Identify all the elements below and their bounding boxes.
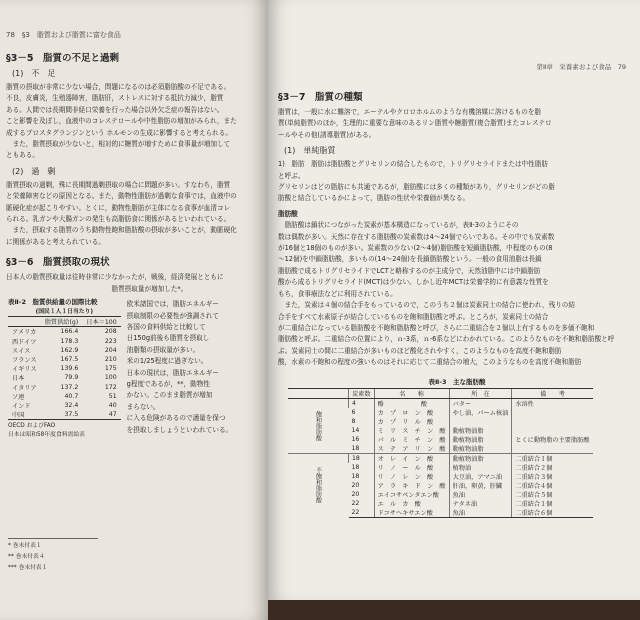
- text-line: に入る危険があるので適量を保つ: [126, 414, 226, 423]
- index-cell: 51: [108, 392, 117, 400]
- text-line: に関係があると考えられている。: [6, 237, 105, 246]
- text-line: また，炭素は４個の結合手をもっているので，このうち２個は炭素同士の結合に使われ，残りの結: [278, 301, 575, 310]
- country-cell: インド: [12, 402, 31, 410]
- table-header: [288, 388, 349, 398]
- remark-cell: とくに動物脂の主要脂肪酸: [512, 435, 593, 444]
- fat-text: [278, 159, 626, 205]
- group-label: 飽和脂肪酸: [314, 410, 322, 441]
- text-line: 不良，皮膚炎，生殖器障害，脂肪肝，ストレスに対する抵抗力減少，脂質: [6, 94, 224, 103]
- text-line: が二重結合になっている脂肪酸を不飽和脂肪酸と呼び，さらに二重結合を２個以上有するものを多価不飽和: [278, 323, 595, 332]
- group-label: 不飽和脂肪酸: [288, 453, 349, 517]
- text-line: 脂肪酸で成るトリグリセライドでLCTと略称するのが主成分で，天然油脂中には中鎖脂肪: [278, 266, 541, 275]
- table-header: 備 考: [512, 388, 593, 398]
- text-line: 日本の現状は，脂肪エネルギー: [126, 368, 219, 377]
- fat-supply-table: [8, 297, 121, 420]
- text-line: 油脂類の摂取量が多い。: [126, 345, 200, 354]
- text-line: 脂質摂取の過剰，殊に長期間過剰摂取の場合に問題が多い。すなわち，脂質: [6, 180, 231, 189]
- name-cell: リ ノ レ ン 酸: [374, 472, 449, 481]
- remark-cell: 二重結合２個: [512, 463, 593, 472]
- index-cell: 47: [82, 410, 120, 420]
- name-cell: カ プ ロ ン 酸: [374, 408, 449, 417]
- index-cell: 210: [104, 355, 117, 363]
- carbon-count-cell: 20: [351, 481, 360, 489]
- text-line: こと影響を及ぼし，血液中のコレステロールや中性脂肪の増加がみられ，また: [6, 117, 237, 126]
- source-cell: 魚油: [449, 508, 512, 518]
- table-caption: 表Ⅱ-2 脂質供給量の国際比較: [8, 298, 98, 307]
- carbon-count-cell: 22: [351, 499, 360, 507]
- left-running-head: 78 §3 脂質および脂質に富む食品: [6, 31, 121, 39]
- fat-supply-cell: 32.4: [64, 401, 79, 409]
- source-cell: 肝油，卵黄，肝臓: [449, 481, 512, 490]
- text-line: かない。このまま脂質が増加: [126, 391, 213, 400]
- subsection-deficiency: (1) 不 足: [12, 69, 56, 78]
- text-line: と呼ぶ。: [278, 171, 305, 180]
- table-caption: 表Ⅱ-3 主な脂肪酸: [428, 377, 486, 386]
- remark-cell: 二重結合６個: [512, 508, 593, 518]
- text-line: 日本人の脂質摂取量は往時非常に少なかったが，戦後，経済発展とともに: [6, 273, 224, 282]
- source-cell: 動植物油脂: [449, 453, 512, 463]
- name-cell: パ ル ミ チ ン 酸: [374, 435, 449, 444]
- table-source: [8, 422, 121, 440]
- carbon-count-cell: 8: [351, 417, 356, 425]
- name-cell: 酪 酸: [374, 398, 449, 408]
- table-header: 炭素数: [349, 388, 375, 398]
- remark-cell: [512, 408, 593, 417]
- source-cell: 大豆油，アマニ油: [449, 472, 512, 481]
- footnote: * 巻末付表１: [8, 543, 42, 549]
- text-line: られる。乳ガンや大腸ガンの発生も高脂肪食に関係があるといわれている。: [6, 215, 231, 224]
- text-line: g程度であるが，**，動物性: [126, 379, 210, 388]
- text-line: 脂質摂取量が増加した*。: [6, 284, 188, 293]
- text-line: 1) 脂肪 脂肪は脂肪酸とグリセリンの結合したもので，トリグリセライドまたは中性脂肪: [278, 160, 548, 169]
- table-row: [8, 327, 121, 337]
- country-cell: ソ連: [12, 393, 25, 401]
- table-row: [8, 364, 121, 373]
- text-line: 成するプロスタグランジンという ホルモンの生成に影響すると考えられる。: [6, 128, 232, 137]
- fat-supply-cell: 166.4: [60, 328, 79, 336]
- source-cell: やし油，パーム核油: [449, 408, 512, 417]
- table-row: [8, 346, 121, 355]
- index-cell: 208: [104, 328, 117, 336]
- table-row: [288, 453, 593, 463]
- table-header: 脂質供給(g): [41, 317, 83, 327]
- text-line: ールやその他(誘導脂質)がある。: [278, 130, 376, 139]
- remark-cell: 水溶性: [512, 398, 593, 408]
- text-line: 脂肪酸と呼ぶ。二重結合の位置により，ｎ-3系，ｎ-6系などにわかれている。このようなものを不飽和脂肪酸と呼: [278, 335, 615, 344]
- text-line: まらない。: [126, 402, 160, 411]
- source-line: 日本は昭和58年度食料需給表: [8, 432, 85, 439]
- fat-supply-cell: 167.5: [60, 355, 79, 363]
- footnotes: [8, 538, 98, 574]
- country-cell: スイス: [12, 347, 31, 355]
- text-line: 合手をすべて水素原子が結合しているものを飽和脂肪酸と呼ぶ。ところが，炭素同士の結合: [278, 312, 549, 321]
- carbon-count-cell: 18: [351, 472, 360, 480]
- table-header: 日本＝100: [82, 317, 120, 327]
- country-cell: イギリス: [12, 366, 37, 374]
- excess-text: [6, 180, 268, 248]
- section-3-5-title: §3－5 脂質の不足と過剰: [6, 53, 119, 64]
- fat-supply-cell: 40.7: [64, 392, 79, 400]
- fat-supply-cell: 37.5: [41, 410, 83, 420]
- text-line: ～12個)を中鎖脂肪酸，多いもの(14～24個)を長鎖脂肪酸という。一般の食用油脂は長鎖: [278, 255, 542, 264]
- text-line: 米の1/25程度に過ぎない。: [126, 357, 208, 366]
- name-cell: カ プ リ ル 酸: [374, 417, 449, 426]
- country-cell: 西ドイツ: [12, 338, 37, 346]
- name-cell: エ ル カ 酸: [374, 499, 449, 508]
- fat-supply-cell: 79.9: [64, 374, 79, 382]
- text-line: 脂質は，一般に水に難溶で，エーテルやクロロホルムのような有機溶媒に溶けるものを脂: [278, 108, 542, 116]
- carbon-count-cell: 6: [351, 408, 356, 416]
- index-cell: 223: [104, 337, 117, 345]
- table-row: [8, 401, 121, 410]
- text-line: グリセリンはどの脂肪にも共通であるが，脂肪酸には多くの種類があり，グリセリンがどの脂: [278, 183, 555, 192]
- source-cell: 魚油: [449, 490, 512, 499]
- text-line: 摂取制限の必要性が強調されて: [126, 311, 219, 320]
- index-cell: 172: [104, 383, 117, 391]
- table-header-row: [8, 317, 121, 327]
- carbon-count-cell: 18: [351, 463, 360, 471]
- table-row: [288, 398, 593, 408]
- text-line: 肪酸と結合しているかによって，脂肪の性状や栄養価が異なる。: [278, 194, 470, 203]
- carbon-count-cell: 20: [351, 490, 360, 498]
- fatty-acid-table: [288, 388, 593, 518]
- footnote: ** 巻末付表４: [8, 554, 45, 560]
- fat-supply-cell: 178.3: [60, 337, 79, 345]
- table-header: [8, 317, 41, 327]
- remark-cell: 二重結合４個: [512, 481, 593, 490]
- remark-cell: [512, 417, 593, 426]
- remark-cell: 二重結合１個: [512, 453, 593, 463]
- source-cell: 動植物油脂: [449, 435, 512, 444]
- table-subcaption: (国民１人１日当たり): [35, 309, 94, 316]
- country-cell: フランス: [12, 356, 37, 364]
- country-cell: 日本: [12, 375, 25, 383]
- source-cell: 植物油: [449, 463, 512, 472]
- remark-cell: 二重結合３個: [512, 472, 593, 481]
- fatty-acid-label: 脂肪酸: [278, 209, 298, 218]
- carbon-count-cell: 18: [351, 444, 360, 452]
- footnote: *** 巻末付表１: [8, 565, 48, 571]
- text-line: 質(単純脂質)のほか，生理的に重要な意味のあるリン脂質や糖脂質(複合脂質)またコレステロ: [278, 119, 552, 128]
- source-cell: 動植物油脂: [449, 426, 512, 435]
- name-cell: ミ リ ス チ ン 酸: [374, 426, 449, 435]
- fatty-acid-table-block: [288, 377, 626, 518]
- text-line: もち，食事療法などに利用されている。: [278, 289, 397, 298]
- text-line: また，摂取する脂質のうち動物性飽和脂肪酸の摂取が多いことが，動脈硬化: [6, 226, 237, 235]
- fatty-acid-table-body: [288, 398, 593, 517]
- table-row: [8, 355, 121, 364]
- table-row: [8, 392, 121, 401]
- text-line: 酸，水素の不飽和の程度の強いものはそれに応じて二重結合の増大，このようなものを高度不飽和脂肪: [278, 358, 582, 367]
- fat-supply-cell: 137.2: [60, 383, 79, 391]
- deficiency-text: [6, 82, 268, 162]
- source-cell: [449, 417, 512, 426]
- text-line: ともある。: [6, 151, 39, 160]
- table-header: 名 称: [374, 388, 449, 398]
- source-cell: バター: [449, 398, 512, 408]
- table-row: [8, 336, 121, 345]
- country-cell: アメリカ: [12, 329, 37, 337]
- text-line: 日150g前後も脂質を摂取し: [126, 334, 210, 343]
- name-cell: ドコサヘキサエン酸: [374, 508, 449, 518]
- fat-supply-table-body: [8, 327, 121, 420]
- text-line: 脂質の摂取が非常に少ない場合，問題になるのは必須脂肪酸の不足である。: [6, 83, 231, 91]
- source-cell: 動植物油脂: [449, 444, 512, 454]
- name-cell: エイコサペンタエン酸: [374, 490, 449, 499]
- source-line: OECD およびFAO: [8, 423, 56, 430]
- intro-text: [278, 107, 626, 141]
- name-cell: ア ラ キ ド ン 酸: [374, 481, 449, 490]
- remark-cell: [512, 426, 593, 435]
- table-header-row: [288, 388, 593, 398]
- text-line: 酸から成るトリグリセライド(MCT)は少ない。しかし近年MCTは栄養学的に有意義な性質を: [278, 278, 549, 287]
- text-line: ある。人間では長期間非経口栄養を行った場合以外欠乏症の報告はない。: [6, 105, 224, 114]
- text-line: 数は偶数が多い。天然に存在する脂肪酸の炭素数は4～24個でらいである。その中でも炭素数: [278, 232, 555, 241]
- text-line: ぶ。炭素同士の間に二重結合が多いものほど酸化されやすく，このようなものを高度不飽和脂肪: [278, 346, 562, 355]
- carbon-count-cell: 18: [349, 453, 375, 463]
- table-row: [8, 373, 121, 382]
- text-line: 各国の食料供給と比較して: [126, 322, 206, 331]
- remark-cell: 二重結合５個: [512, 490, 593, 499]
- table-header: 所 在: [449, 388, 512, 398]
- country-cell: 中国: [8, 410, 41, 420]
- left-page: [0, 0, 268, 620]
- subsection-simple-lipids: (1) 単純脂質: [284, 146, 336, 156]
- carbon-count-cell: 22: [349, 508, 375, 518]
- name-cell: リ ノ ー ル 酸: [374, 463, 449, 472]
- fat-supply-table-block: [6, 295, 121, 440]
- index-cell: 40: [108, 401, 117, 409]
- right-running-head: 第Ⅱ章 栄養素および食品 79: [536, 63, 626, 71]
- index-cell: 100: [104, 374, 117, 382]
- right-page: [268, 0, 640, 600]
- text-line: 欧米諸国では，脂肪エネルギー: [126, 300, 219, 309]
- side-text: [127, 299, 233, 440]
- name-cell: オ レ イ ン 酸: [374, 453, 449, 463]
- table-with-side-text: [6, 295, 268, 440]
- source-cell: ナタネ油: [449, 499, 512, 508]
- text-line: 脂肪酸は鎖状につながった炭素が基本構造になっているが，表Ⅱ-3のようにその: [278, 221, 519, 230]
- text-line: と栄養障害などの原因となる。また，動物性脂肪が過剰な食事では，血液中の: [6, 192, 237, 201]
- remark-cell: 二重結合１個: [512, 499, 593, 508]
- text-line: が16個と18個のものが多い。炭素数の少ない(2～4個)脂肪酸を短鎖脂肪酸，中程度のもの(8: [278, 244, 553, 253]
- fat-supply-cell: 162.9: [60, 346, 79, 354]
- section-3-7-title: §3－7 脂質の種類: [278, 92, 363, 103]
- carbon-count-cell: 16: [351, 435, 360, 443]
- index-cell: 204: [104, 346, 117, 354]
- index-cell: 175: [104, 365, 117, 373]
- carbon-count-cell: 4: [349, 398, 375, 408]
- intake-text: [6, 272, 268, 295]
- country-cell: イタリア: [12, 384, 37, 392]
- text-line: 脈硬化症が起こりやすい。とくに，動物性脂肪が主体になる食事が血清コレ: [6, 203, 231, 212]
- table-row: [8, 382, 121, 391]
- saturation-text: [278, 300, 626, 368]
- table-row: [8, 410, 121, 420]
- section-3-6-title: §3－6 脂質摂取の現状: [6, 257, 110, 269]
- fatty-acid-text: [278, 209, 626, 300]
- remark-cell: [512, 444, 593, 454]
- name-cell: ス テ ア リ ン 酸: [374, 444, 449, 454]
- fat-supply-cell: 139.6: [60, 365, 79, 373]
- subsection-excess: (2) 過 剰: [12, 166, 56, 176]
- text-line: を摂取しましょうといわれている。: [126, 425, 233, 434]
- text-line: また，脂質摂取が少ないと，相対的に糖質が増すために食事量が増加して: [6, 140, 231, 149]
- carbon-count-cell: 14: [351, 426, 360, 434]
